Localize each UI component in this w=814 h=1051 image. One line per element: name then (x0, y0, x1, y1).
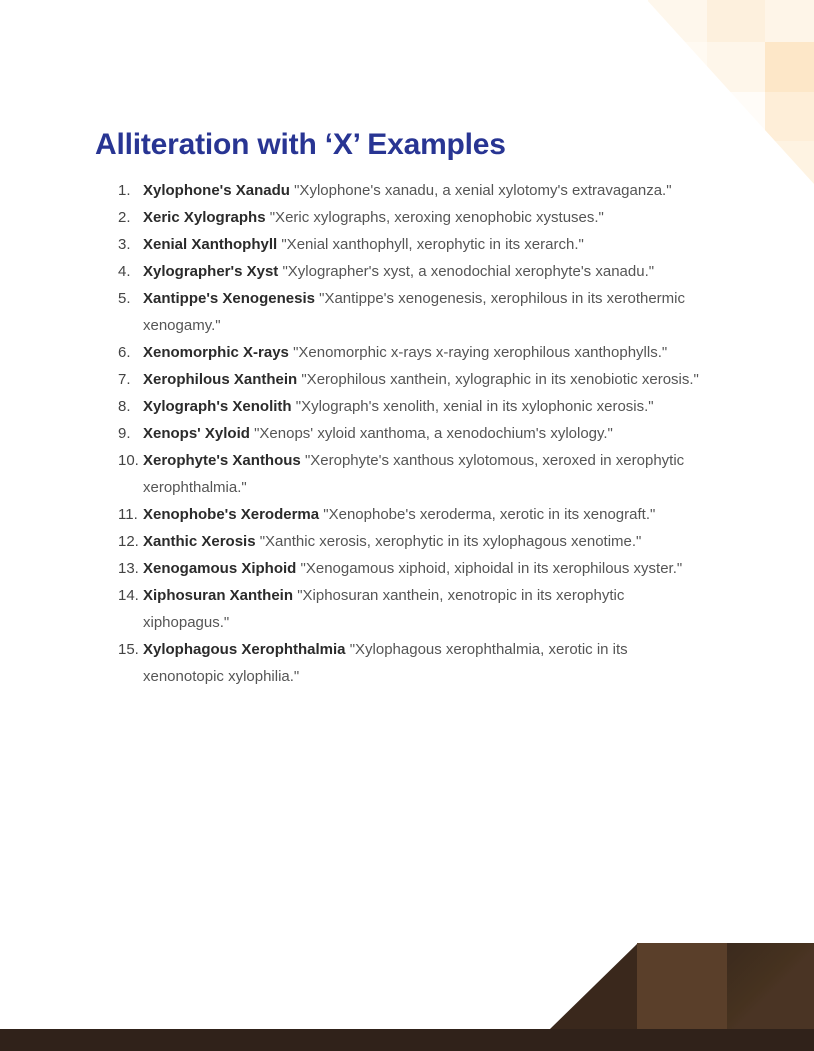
footer-triangle (550, 943, 638, 1029)
list-item: 7. Xerophilous Xanthein "Xerophilous xanthein, xylographic in its xenobiotic xerosis." (118, 371, 699, 388)
example-quote: "Xeric xylographs, xeroxing xenophobic xystuses." (269, 209, 604, 226)
example-term: Xanthic Xerosis (143, 533, 256, 550)
example-term: Xantippe's Xenogenesis (143, 290, 315, 307)
example-term: Xylophone's Xanadu (143, 182, 290, 199)
example-term: Xeric Xylographs (143, 209, 266, 226)
example-term: Xylograph's Xenolith (143, 398, 292, 415)
example-term: Xerophyte's Xanthous (143, 452, 301, 469)
example-term: Xenial Xanthophyll (143, 236, 278, 253)
example-quote: "Xenomorphic x-rays x-raying xerophilous xanthophylls." (293, 344, 668, 361)
example-quote: "Xylograph's xenolith, xenial in its xylophonic xerosis." (295, 398, 654, 415)
example-term: Xenops' Xyloid (143, 425, 250, 442)
list-item: 9. Xenops' Xyloid "Xenops' xyloid xanthoma, a xenodochium's xylology." (118, 425, 613, 442)
list-item: 10. Xerophyte's Xanthous "Xerophyte's xanthous xylotomous, xeroxed in xerophytic xerophthalmia." (118, 452, 685, 496)
list-item: 13. Xenogamous Xiphoid "Xenogamous xiphoid, xiphoidal in its xerophilous xyster." (118, 560, 683, 577)
footer-block (637, 943, 727, 1029)
bottom-right-decoration (0, 940, 814, 1051)
example-term: Xenomorphic X-rays (143, 344, 289, 361)
example-term: Xylographer's Xyst (143, 263, 279, 280)
page-title: Alliteration with ‘X’ Examples (95, 128, 506, 161)
top-right-decoration (640, 0, 814, 184)
example-quote: "Xenops' xyloid xanthoma, a xenodochium's xylology." (254, 425, 613, 442)
list-item: 12. Xanthic Xerosis "Xanthic xerosis, xerophytic in its xylophagous xenotime." (118, 533, 642, 550)
example-quote: "Xenial xanthophyll, xerophytic in its xerarch." (281, 236, 584, 253)
example-quote: "Xanthic xerosis, xerophytic in its xylophagous xenotime." (259, 533, 642, 550)
example-term: Xenophobe's Xeroderma (143, 506, 320, 523)
list-item: 3. Xenial Xanthophyll "Xenial xanthophyll, xerophytic in its xerarch." (118, 236, 584, 253)
list-item: 8. Xylograph's Xenolith "Xylograph's xenolith, xenial in its xylophonic xerosis." (118, 398, 654, 415)
list-item: 11. Xenophobe's Xeroderma "Xenophobe's xeroderma, xerotic in its xenograft." (118, 506, 656, 523)
example-quote: "Xylophagous xerophthalmia, xerotic in its xenonotopic xylophilia." (143, 641, 628, 685)
example-quote: "Xenophobe's xeroderma, xerotic in its xenograft." (323, 506, 656, 523)
footer-band (0, 1029, 814, 1051)
list-item: 2. Xeric Xylographs "Xeric xylographs, xeroxing xenophobic xystuses." (118, 209, 604, 226)
example-quote: "Xantippe's xenogenesis, xerophilous in its xerothermic xenogamy." (143, 290, 686, 334)
example-term: Xiphosuran Xanthein (143, 587, 294, 604)
example-quote: "Xylophone's xanadu, a xenial xylotomy's extravaganza." (294, 182, 672, 199)
example-quote: "Xiphosuran xanthein, xenotropic in its xerophytic xiphopagus." (143, 587, 625, 631)
list-item: 5. Xantippe's Xenogenesis "Xantippe's xenogenesis, xerophilous in its xerothermic xenogamy." (118, 290, 686, 334)
example-quote: "Xerophyte's xanthous xylotomous, xeroxed in xerophytic xerophthalmia." (143, 452, 685, 496)
list-item: 1. Xylophone's Xanadu "Xylophone's xanadu, a xenial xylotomy's extravaganza." (118, 182, 672, 199)
example-quote: "Xerophilous xanthein, xylographic in its xenobiotic xerosis." (301, 371, 699, 388)
example-term: Xerophilous Xanthein (143, 371, 298, 388)
list-item: 14. Xiphosuran Xanthein "Xiphosuran xanthein, xenotropic in its xerophytic xiphopagus." (118, 587, 625, 631)
list-item: 4. Xylographer's Xyst "Xylographer's xyst, a xenodochial xerophyte's xanadu." (118, 263, 655, 280)
footer-block (727, 943, 814, 1029)
list-item: 15. Xylophagous Xerophthalmia "Xylophagous xerophthalmia, xerotic in its xenonotopic xylophilia." (118, 641, 628, 685)
examples-list (118, 177, 708, 690)
example-term: Xylophagous Xerophthalmia (143, 641, 346, 658)
example-term: Xenogamous Xiphoid (143, 560, 297, 577)
example-quote: "Xenogamous xiphoid, xiphoidal in its xerophilous xyster." (300, 560, 683, 577)
list-item: 6. Xenomorphic X-rays "Xenomorphic x-rays x-raying xerophilous xanthophylls." (118, 344, 668, 361)
example-quote: "Xylographer's xyst, a xenodochial xerophyte's xanadu." (282, 263, 655, 280)
